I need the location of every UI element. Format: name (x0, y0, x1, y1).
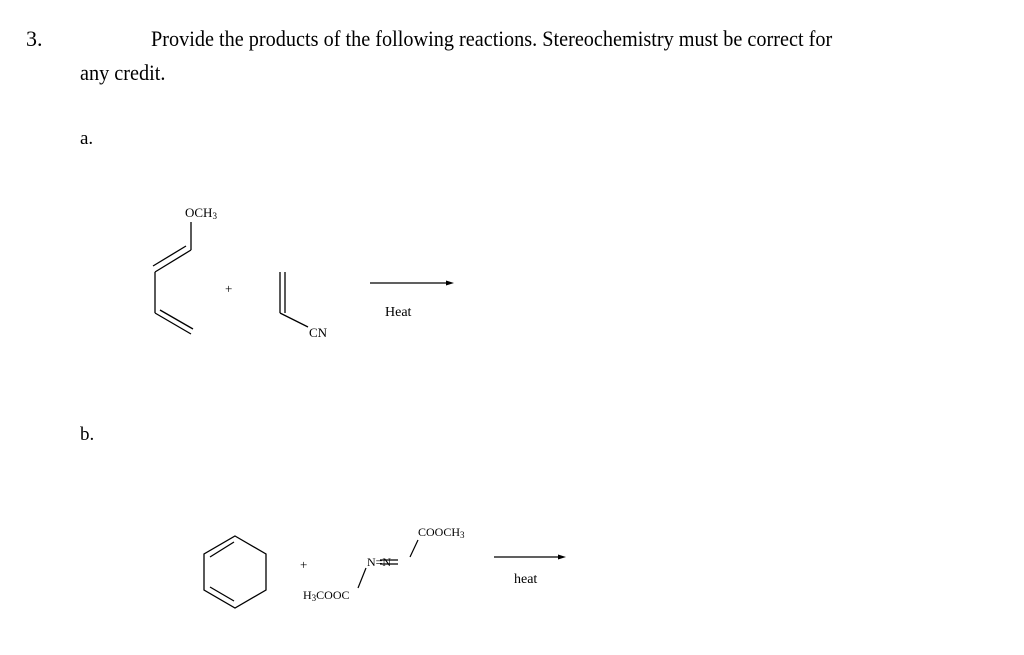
part-b-label: b. (80, 424, 95, 445)
diene-structure (153, 222, 193, 334)
part-a-label: a. (80, 128, 94, 149)
condition-heat-a: Heat (385, 305, 412, 320)
plus-sign-b: + (300, 557, 308, 572)
reaction-arrow-a (370, 281, 454, 286)
nitrile-group-label: CN (309, 325, 328, 340)
cyclohexadiene-structure (204, 536, 266, 608)
azo-label: N=N (367, 555, 392, 569)
plus-sign-a: + (225, 281, 233, 296)
question-prompt-line1: Provide the products of the following reactions. Stereochemistry must be correct for (151, 26, 833, 51)
ester-label-left: $H_3COOC$ (303, 588, 350, 603)
methoxy-group-label: $OCH_3$ (185, 205, 217, 221)
question-number: 3. (26, 26, 43, 51)
question-prompt-line2: any credit. (80, 60, 166, 85)
ester-label-right: $COOCH_3$ (418, 525, 465, 540)
dienophile-structure (280, 272, 308, 327)
condition-heat-b: heat (514, 572, 538, 587)
reaction-arrow-b (494, 555, 566, 560)
